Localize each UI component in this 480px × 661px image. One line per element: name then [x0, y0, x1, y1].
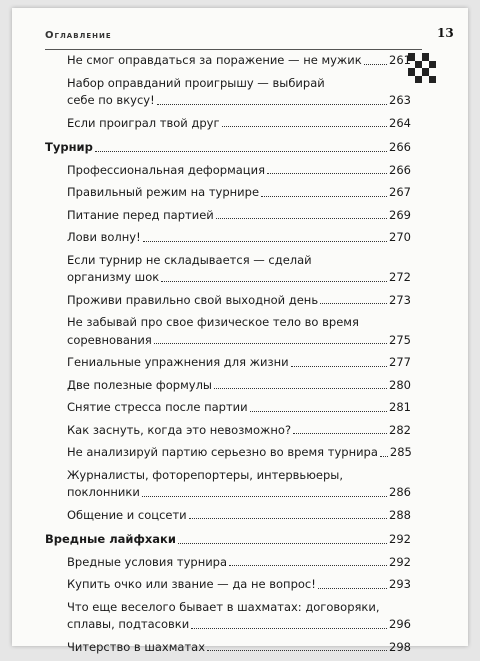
dot-leader	[161, 281, 387, 282]
toc-entry[interactable]	[45, 467, 411, 507]
toc-entry-title: Как заснуть, когда это невозможно?	[67, 422, 291, 440]
toc-entry-title: Правильный режим на турнире	[67, 184, 259, 202]
toc-entry-title: поклонники	[67, 484, 140, 502]
toc-page-number: 292	[389, 554, 411, 572]
dot-leader	[261, 196, 387, 197]
toc-page-number: 263	[389, 92, 411, 110]
toc-entry-title-line: Набор оправданий проигрышу — выбирай	[45, 75, 411, 93]
dot-leader	[320, 303, 387, 304]
toc-entry[interactable]	[45, 229, 411, 252]
dot-leader	[291, 366, 387, 367]
toc-entry-title: себе по вкусу!	[67, 92, 155, 110]
toc-entry[interactable]	[45, 292, 411, 315]
dot-leader	[189, 518, 387, 519]
book-page	[12, 8, 468, 646]
toc-entry-title: Турнир	[45, 139, 93, 157]
dot-leader	[143, 241, 387, 242]
dot-leader	[191, 628, 387, 629]
toc-page-number: 293	[389, 576, 411, 594]
dot-leader	[364, 64, 387, 65]
toc-page-number: 286	[389, 484, 411, 502]
toc-entry-title: Питание перед партией	[67, 207, 214, 225]
toc-entry[interactable]	[45, 52, 411, 75]
toc-entry-title: Читерство в шахматах	[67, 639, 205, 657]
dot-leader	[229, 565, 387, 566]
toc-page-number: 270	[389, 229, 411, 247]
toc-page-number: 272	[389, 269, 411, 287]
dot-leader	[142, 496, 387, 497]
toc-section[interactable]	[45, 139, 411, 162]
toc-entry-title: Профессиональная деформация	[67, 162, 265, 180]
toc-entry[interactable]	[45, 444, 411, 467]
toc-entry-title: Лови волну!	[67, 229, 141, 247]
toc-entry-title: Гениальные упражнения для жизни	[67, 354, 289, 372]
dot-leader	[380, 456, 388, 457]
toc-entry[interactable]	[45, 314, 411, 354]
toc-entry-title: Две полезные формулы	[67, 377, 212, 395]
toc-entry[interactable]	[45, 576, 411, 599]
toc-entry-title: Проживи правильно свой выходной день	[67, 292, 318, 310]
running-head: Оглавление	[45, 30, 112, 41]
toc-entry-title: Общение и соцсети	[67, 507, 187, 525]
toc-page-number: 267	[389, 184, 411, 202]
toc-entry-title-line: Что еще веселого бывает в шахматах: договоряки,	[45, 599, 411, 617]
toc-entry-title: сплавы, подтасовки	[67, 616, 189, 634]
toc-entry-title: организму шок	[67, 269, 159, 287]
dot-leader	[267, 173, 387, 174]
toc-entry[interactable]	[45, 252, 411, 292]
toc-entry[interactable]	[45, 599, 411, 639]
toc-section[interactable]	[45, 531, 411, 554]
table-of-contents	[45, 52, 411, 661]
toc-entry[interactable]	[45, 75, 411, 115]
toc-entry[interactable]	[45, 507, 411, 530]
dot-leader	[207, 650, 387, 651]
toc-entry-title: Вредные условия турнира	[67, 554, 227, 572]
toc-entry-title: соревнования	[67, 332, 152, 350]
toc-entry[interactable]	[45, 354, 411, 377]
toc-page-number: 266	[389, 139, 411, 157]
dot-leader	[293, 433, 387, 434]
dot-leader	[222, 126, 388, 127]
toc-page-number: 269	[389, 207, 411, 225]
toc-entry[interactable]	[45, 399, 411, 422]
toc-entry-title: Купить очко или звание — да не вопрос!	[67, 576, 316, 594]
toc-entry[interactable]	[45, 184, 411, 207]
toc-entry-title: Не анализируй партию серьезно во время турнира	[67, 444, 378, 462]
toc-page-number: 292	[389, 531, 411, 549]
toc-page-number: 266	[389, 162, 411, 180]
toc-entry-title: Вредные лайфхаки	[45, 531, 176, 549]
dot-leader	[250, 411, 387, 412]
toc-entry-title: Снятие стресса после партии	[67, 399, 248, 417]
toc-entry-title: Не смог оправдаться за поражение — не мужик	[67, 52, 362, 70]
dot-leader	[216, 218, 387, 219]
toc-page-number: 277	[389, 354, 411, 372]
dot-leader	[318, 588, 387, 589]
toc-page-number: 298	[389, 639, 411, 657]
chessboard-corner-icon	[408, 53, 436, 83]
toc-page-number: 288	[389, 507, 411, 525]
toc-entry-title-line: Если турнир не складывается — сделай	[45, 252, 411, 270]
toc-page-number: 275	[389, 332, 411, 350]
header-rule	[45, 49, 422, 50]
toc-page-number: 285	[390, 444, 412, 462]
toc-entry[interactable]	[45, 115, 411, 138]
toc-page-number: 273	[389, 292, 411, 310]
dot-leader	[95, 151, 387, 152]
toc-page-number: 281	[389, 399, 411, 417]
dot-leader	[157, 104, 387, 105]
dot-leader	[154, 343, 387, 344]
toc-page-number: 264	[389, 115, 411, 133]
dot-leader	[214, 388, 387, 389]
page-number: 13	[437, 26, 454, 40]
toc-page-number: 280	[389, 377, 411, 395]
toc-page-number: 261	[389, 52, 411, 70]
toc-page-number: 296	[389, 616, 411, 634]
toc-entry-title-line: Журналисты, фоторепортеры, интервьюеры,	[45, 467, 411, 485]
toc-entry[interactable]	[45, 554, 411, 577]
toc-entry[interactable]	[45, 162, 411, 185]
toc-entry[interactable]	[45, 422, 411, 445]
dot-leader	[178, 543, 387, 544]
toc-entry-title-line: Не забывай про свое физическое тело во время	[45, 314, 411, 332]
toc-entry[interactable]	[45, 207, 411, 230]
toc-entry-title: Если проиграл твой друг	[67, 115, 220, 133]
toc-page-number: 282	[389, 422, 411, 440]
toc-entry[interactable]	[45, 377, 411, 400]
